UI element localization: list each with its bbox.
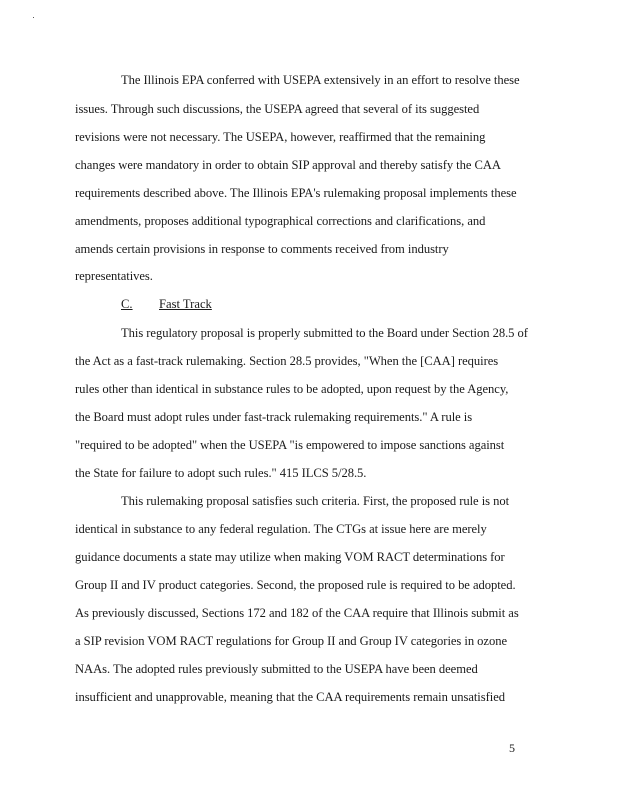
paragraph-line: the Act as a fast-track rulemaking. Section 28.5 provides, "When the [CAA] requires [75,354,499,368]
paragraph-line: This regulatory proposal is properly submitted to the Board under Section 28.5 of [121,326,528,340]
paragraph-line: insufficient and unapprovable, meaning that the CAA requirements remain unsatisfied [75,690,505,704]
paragraph-line: revisions were not necessary. The USEPA, however, reaffirmed that the remaining [75,130,486,144]
section-heading [121,296,212,312]
paragraph-line: rules other than identical in substance rules to be adopted, upon request by the Agency, [75,382,509,396]
paragraph-line: The Illinois EPA conferred with USEPA extensively in an effort to resolve these [121,73,520,87]
paragraph-line: the Board must adopt rules under fast-track rulemaking requirements." A rule is [75,410,473,424]
paragraph-line: identical in substance to any federal regulation. The CTGs at issue here are merely [75,522,487,536]
paragraph-line: the State for failure to adopt such rules." 415 ILCS 5/28.5. [75,466,367,480]
paragraph-line: As previously discussed, Sections 172 and 182 of the CAA require that Illinois submit as [75,606,519,620]
paragraph-line: changes were mandatory in order to obtain SIP approval and thereby satisfy the CAA [75,158,501,172]
section-title: Fast Track [159,297,212,311]
scan-speck [33,17,34,18]
paragraph-line: "required to be adopted" when the USEPA "is empowered to impose sanctions against [75,438,505,452]
paragraph-line: requirements described above. The Illinois EPA's rulemaking proposal implements these [75,186,517,200]
paragraph-line: issues. Through such discussions, the USEPA agreed that several of its suggested [75,102,480,116]
paragraph-line: amendments, proposes additional typographical corrections and clarifications, and [75,214,486,228]
paragraph-line: amends certain provisions in response to comments received from industry [75,242,449,256]
paragraph-line: Group II and IV product categories. Second, the proposed rule is required to be adopted. [75,578,516,592]
paragraph-line: guidance documents a state may utilize when making VOM RACT determinations for [75,550,505,564]
page-number: 5 [509,741,515,755]
paragraph-line: representatives. [75,269,153,283]
paragraph-line: NAAs. The adopted rules previously submitted to the USEPA have been deemed [75,662,478,676]
paragraph-line: This rulemaking proposal satisfies such criteria. First, the proposed rule is not [121,494,510,508]
paragraph-line: a SIP revision VOM RACT regulations for Group II and Group IV categories in ozone [75,634,507,648]
section-letter: C. [121,297,133,311]
